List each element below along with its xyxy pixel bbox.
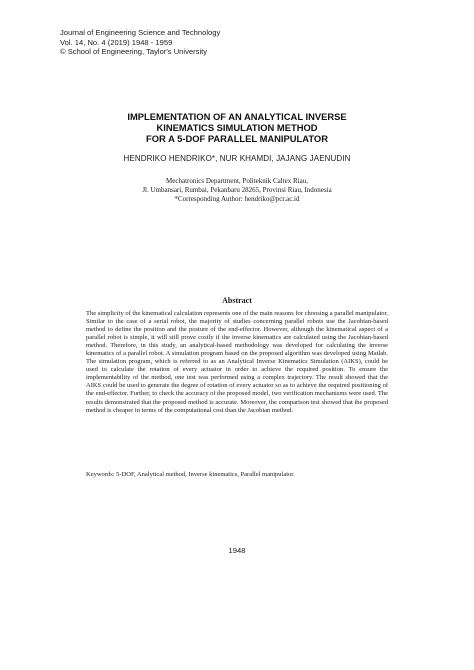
keywords: Keywords: 5-DOF, Analytical method, Inverse kinematics, Parallel manipulator. xyxy=(86,471,295,478)
abstract-body: The simplicity of the kinematical calculation represents one of the main reasons for choosing a parallel manipulator. Similar to the case of a serial robot, the majority of studies concerning parallel robots use the Jacobian-based method to define the position and the posture of the end-effector. However, although the kinematical aspect of a parallel robot is simple, it will still prove costly if the inverse kinematics are calculated using the Jacobian-based method. Therefore, in this study, an analytical-based methodology was developed for calculating the inverse kinematics of a parallel robot. A simulation program based on the proposed algorithm was developed using Matlab. The simulation program, which is referred to as an Analytical Inverse Kinematics Simulation (AIKS), could be used to calculate the rotation of every actuator in order to achieve the required position. To ensure the implementability of the method, one test was performed using a complex trajectory. The result showed that the AIKS could be used to generate the degree of rotation of every actuator so as to achieve the required positioning of the end-effector. Further, to check the accuracy of the proposed model, two verification mechanisms were used. The results demonstrated that the proposed method is accurate. Moreover, the comparison test showed that the proposed method is cheaper in terms of the computational cost than the Jacobian method. xyxy=(86,310,388,414)
corresponding-author: *Corresponding Author: hendriko@pcr.ac.id xyxy=(174,195,300,203)
affiliation-address: Jl. Umbansari, Rumbai, Pekanbaru 28265, Provinsi Riau, Indonesia xyxy=(142,186,332,194)
paper-title xyxy=(60,111,414,144)
page-number: 1948 xyxy=(228,546,246,555)
journal-volume: Vol. 14, No. 4 (2019) 1948 - 1959 xyxy=(60,37,173,47)
author-list: HENDRIKO HENDRIKO*, NUR KHAMDI, JAJANG JAENUDIN xyxy=(123,154,351,163)
journal-name: Journal of Engineering Science and Technology xyxy=(60,28,221,37)
title-line-3: FOR A 5-DOF PARALLEL MANIPULATOR xyxy=(146,133,328,144)
affiliation xyxy=(60,177,414,204)
title-line-2: KINEMATICS SIMULATION METHOD xyxy=(156,122,318,133)
journal-copyright: © School of Engineering, Taylor's University xyxy=(60,47,208,57)
affiliation-department: Mechatronics Department, Politeknik Caltex Riau, xyxy=(166,177,308,185)
title-line-1: IMPLEMENTATION OF AN ANALYTICAL INVERSE xyxy=(127,111,347,122)
journal-header xyxy=(60,28,220,57)
abstract-heading: Abstract xyxy=(222,296,252,305)
